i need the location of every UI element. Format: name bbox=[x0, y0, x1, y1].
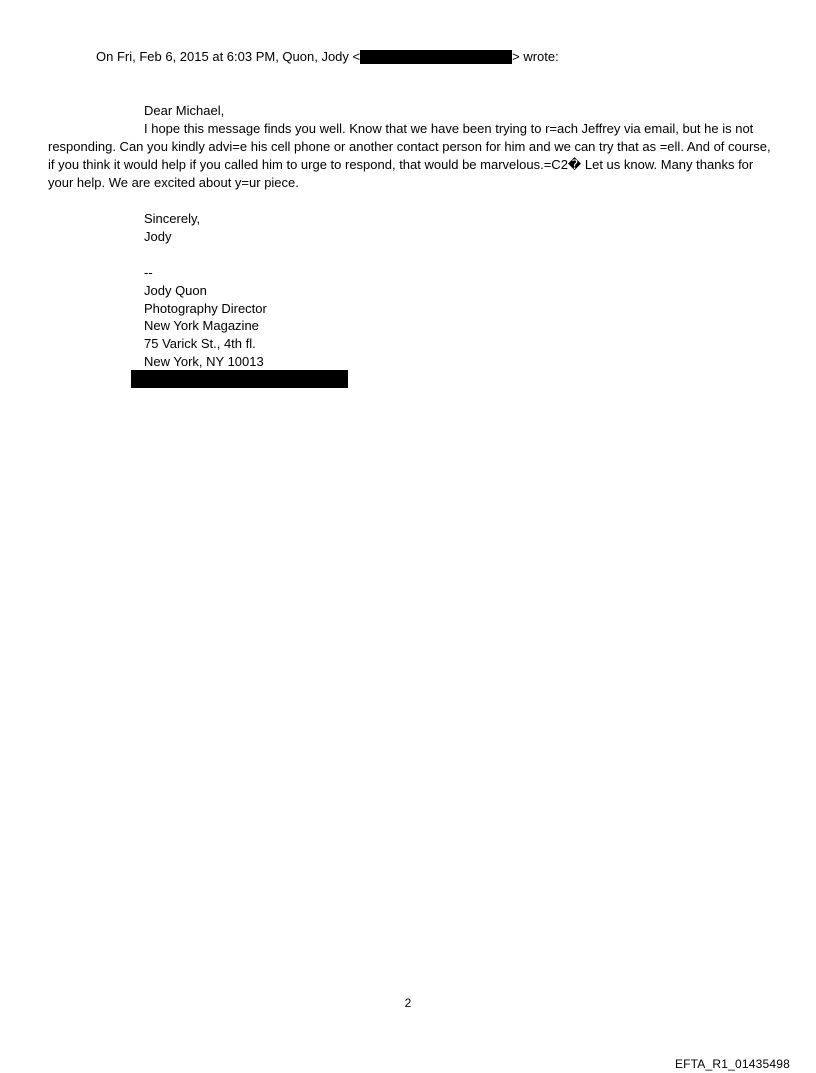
greeting: Dear Michael, bbox=[144, 103, 225, 118]
redacted-email bbox=[360, 50, 512, 64]
document-id: EFTA_R1_01435498 bbox=[674, 1057, 790, 1071]
signature-name: Jody Quon bbox=[144, 283, 207, 298]
signature-address-line1: 75 Varick St., 4th fl. bbox=[144, 336, 256, 351]
message-paragraph bbox=[48, 120, 778, 192]
closing-name: Jody bbox=[144, 229, 172, 244]
signature-title: Photography Director bbox=[144, 301, 267, 316]
quote-header-prefix: On Fri, Feb 6, 2015 at 6:03 PM, Quon, Jody < bbox=[96, 49, 361, 64]
signature-address-line2: New York, NY 10013 bbox=[144, 354, 264, 369]
signature-separator: -- bbox=[144, 265, 153, 280]
page-number: 2 bbox=[404, 996, 412, 1010]
quote-header bbox=[96, 48, 559, 66]
closing: Sincerely, bbox=[144, 211, 201, 226]
redacted-contact-block bbox=[131, 370, 348, 388]
signature-organization: New York Magazine bbox=[144, 318, 259, 333]
message-paragraph-text: I hope this message finds you well. Know that we have been trying to r=ach Jeffrey via email, but he is not responding. Can you kindly advi=e his cell phone or another contact person for him and we can try that as =ell. And of course, if you think it would help if you called him to urge to respond, that would be marvelous.=C2� Let us know. Many thanks for your help. We are excited about y=ur piece. bbox=[48, 121, 771, 190]
quote-header-suffix: > wrote: bbox=[512, 49, 559, 64]
